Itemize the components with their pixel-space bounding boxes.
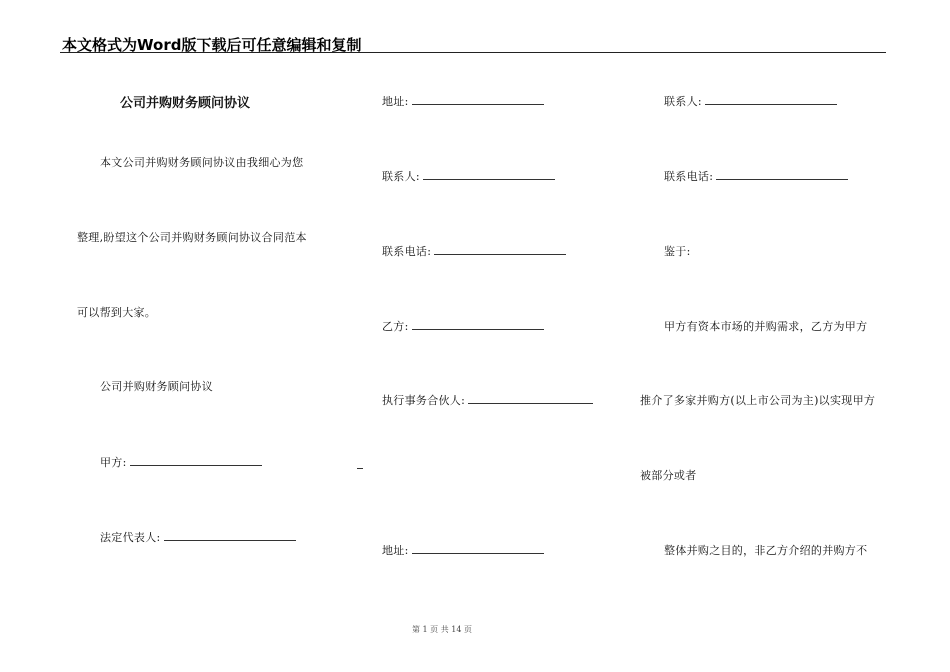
page-header: 本文格式为Word版下载后可任意编辑和复制 bbox=[62, 36, 362, 54]
phone-a-label: 联系电话: bbox=[382, 245, 432, 258]
party-a-blank bbox=[130, 455, 262, 466]
column3-line-3: 被部分或者 bbox=[640, 469, 697, 482]
address-a-blank bbox=[412, 94, 544, 105]
address-b-field bbox=[382, 542, 544, 558]
contact-b-field bbox=[664, 93, 837, 109]
column1-line-3: 可以帮到大家。 bbox=[77, 306, 157, 319]
phone-b-field bbox=[664, 168, 848, 184]
phone-b-label: 联系电话: bbox=[664, 170, 714, 183]
column3-line-2: 推介了多家并购方(以上市公司为主)以实现甲方 bbox=[640, 394, 876, 407]
managing-partner-label: 执行事务合伙人: bbox=[382, 394, 466, 407]
column3-line-1: 甲方有资本市场的并购需求，乙方为甲方 bbox=[664, 320, 868, 333]
header-divider bbox=[60, 52, 886, 53]
contact-a-label: 联系人: bbox=[382, 170, 420, 183]
party-a-field bbox=[100, 454, 262, 470]
address-a-field bbox=[382, 93, 544, 109]
address-a-label: 地址: bbox=[382, 95, 409, 108]
phone-b-blank bbox=[716, 169, 848, 180]
contact-b-blank bbox=[705, 94, 837, 105]
document-title: 公司并购财务顾问协议 bbox=[120, 96, 251, 111]
page-number-footer: 第 1 页 共 14 页 bbox=[412, 625, 472, 634]
party-a-label: 甲方: bbox=[100, 456, 127, 469]
legal-rep-blank bbox=[164, 530, 296, 541]
contact-b-label: 联系人: bbox=[664, 95, 702, 108]
address-b-blank bbox=[412, 543, 544, 554]
contact-a-blank bbox=[423, 169, 555, 180]
phone-a-blank bbox=[434, 244, 566, 255]
column1-line-4: 公司并购财务顾问协议 bbox=[100, 380, 213, 393]
column3-line-4: 整体并购之目的，非乙方介绍的并购方不 bbox=[664, 544, 868, 557]
stray-underline-mark bbox=[357, 468, 363, 469]
contact-a-field bbox=[382, 168, 555, 184]
managing-partner-field bbox=[382, 392, 593, 408]
column1-line-2: 整理,盼望这个公司并购财务顾问协议合同范本 bbox=[77, 231, 307, 244]
address-b-label: 地址: bbox=[382, 544, 409, 557]
party-b-field bbox=[382, 318, 544, 334]
legal-rep-label: 法定代表人: bbox=[100, 531, 161, 544]
party-b-label: 乙方: bbox=[382, 320, 409, 333]
column1-line-1: 本文公司并购财务顾问协议由我细心为您 bbox=[100, 156, 304, 169]
phone-a-field bbox=[382, 243, 566, 259]
managing-partner-blank bbox=[468, 393, 593, 404]
legal-rep-field bbox=[100, 529, 296, 545]
party-b-blank bbox=[412, 319, 544, 330]
whereas-heading: 鉴于: bbox=[664, 245, 691, 258]
